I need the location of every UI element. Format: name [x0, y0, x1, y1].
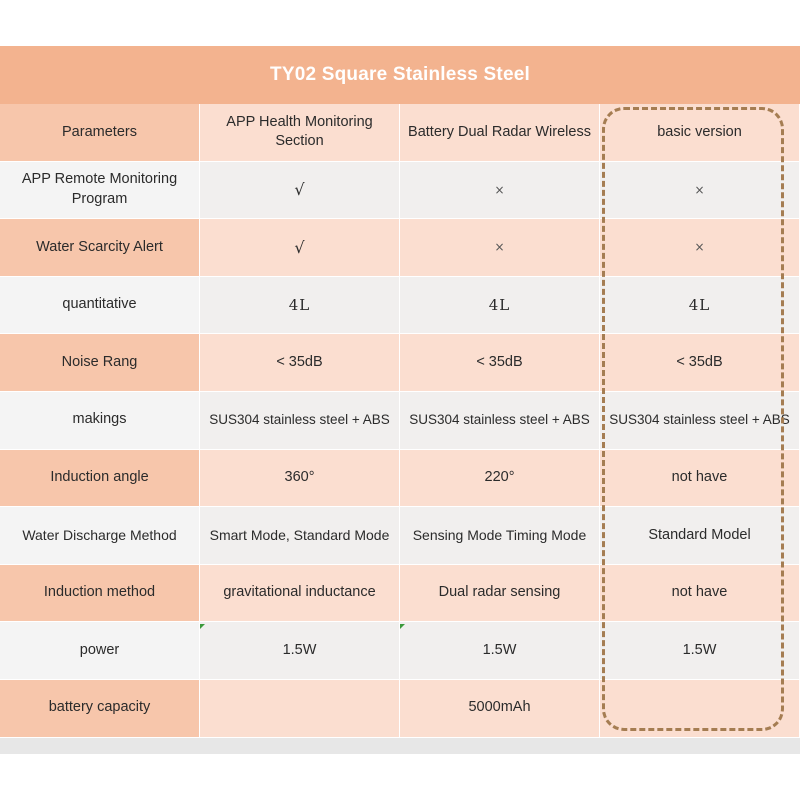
table-cell — [200, 680, 400, 738]
table-cell: Sensing Mode Timing Mode — [400, 507, 600, 565]
table-cell: not have — [600, 450, 800, 508]
table-cell: × — [400, 219, 600, 277]
table-cell: 1.5W — [200, 622, 400, 680]
table-cell: Dual radar sensing — [400, 565, 600, 623]
table-title: TY02 Square Stainless Steel — [0, 46, 800, 104]
table-cell: Smart Mode, Standard Mode — [200, 507, 400, 565]
table-cell: × — [400, 162, 600, 220]
table-cell: < 35dB — [600, 334, 800, 392]
table-cell: 360° — [200, 450, 400, 508]
column-header-parameters: Parameters — [0, 104, 200, 162]
table-footer-strip — [0, 738, 800, 754]
column-header-app-health: APP Health Monitoring Section — [200, 104, 400, 162]
table-cell: 4L — [400, 277, 600, 335]
cell-corner-marker — [200, 624, 205, 629]
table-cell: not have — [600, 565, 800, 623]
spec-comparison-table — [0, 104, 800, 738]
table-cell: √ — [200, 162, 400, 220]
column-header-basic: basic version — [600, 104, 800, 162]
row-label: Induction angle — [0, 450, 200, 508]
table-cell: SUS304 stainless steel + ABS — [200, 392, 400, 450]
table-cell: 4L — [600, 277, 800, 335]
table-cell: gravitational inductance — [200, 565, 400, 623]
table-cell — [600, 680, 800, 738]
row-label: Noise Rang — [0, 334, 200, 392]
table-cell: √ — [200, 219, 400, 277]
table-cell: × — [600, 162, 800, 220]
row-label: battery capacity — [0, 680, 200, 738]
table-cell: × — [600, 219, 800, 277]
row-label: APP Remote Monitoring Program — [0, 162, 200, 220]
row-label: Water Scarcity Alert — [0, 219, 200, 277]
cell-corner-marker — [400, 624, 405, 629]
table-cell: SUS304 stainless steel + ABS — [400, 392, 600, 450]
column-header-battery-radar: Battery Dual Radar Wireless — [400, 104, 600, 162]
table-cell: < 35dB — [200, 334, 400, 392]
table-cell: Standard Model — [600, 507, 800, 565]
table-cell: 220° — [400, 450, 600, 508]
row-label: makings — [0, 392, 200, 450]
table-cell: 1.5W — [600, 622, 800, 680]
row-label: Water Discharge Method — [0, 507, 200, 565]
row-label: power — [0, 622, 200, 680]
row-label: quantitative — [0, 277, 200, 335]
row-label: Induction method — [0, 565, 200, 623]
table-cell: SUS304 stainless steel + ABS — [600, 392, 800, 450]
table-cell: 1.5W — [400, 622, 600, 680]
table-cell: 4L — [200, 277, 400, 335]
table-cell: < 35dB — [400, 334, 600, 392]
table-cell: 5000mAh — [400, 680, 600, 738]
